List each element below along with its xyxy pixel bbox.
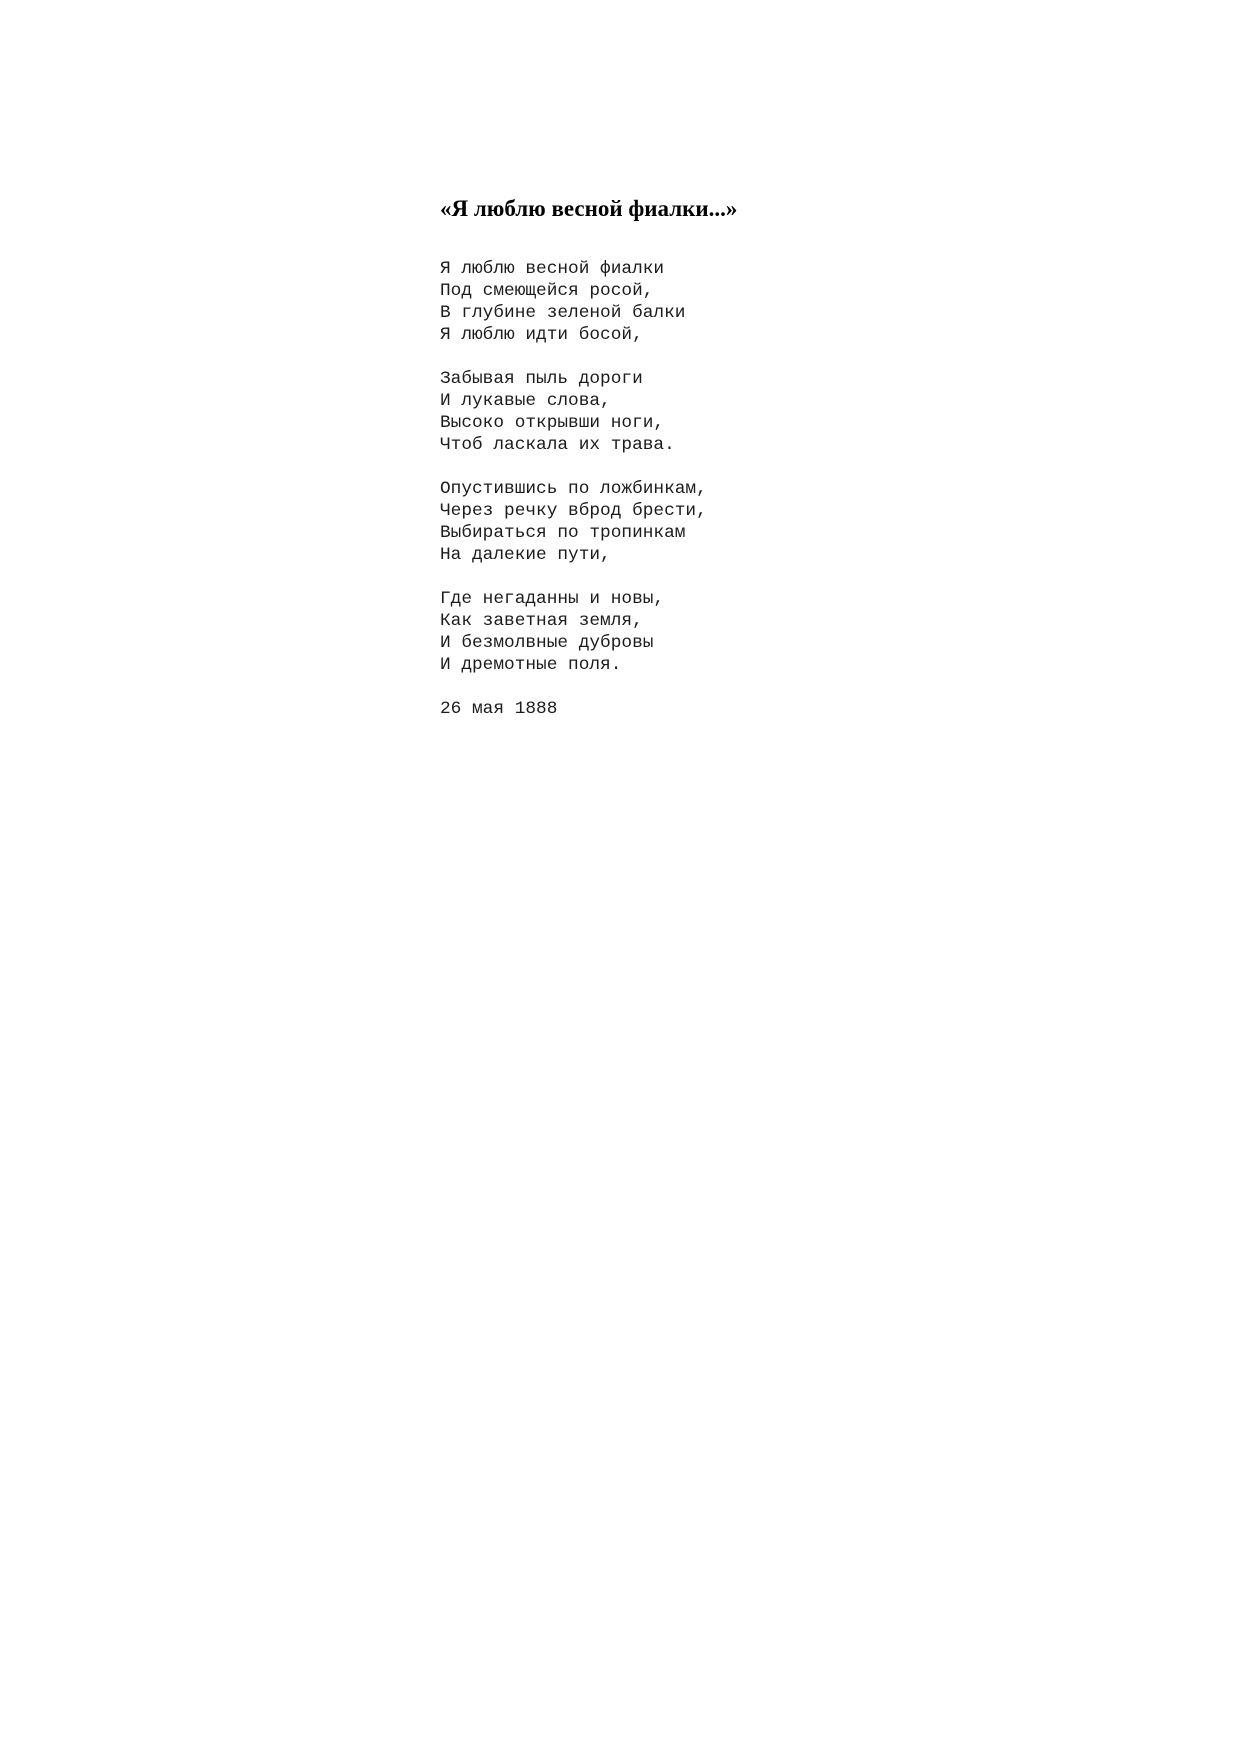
stanza [440,368,707,456]
poem-title: «Я люблю весной фиалки...» [440,196,738,221]
poem-line: И дремотные поля. [440,655,622,675]
poem-line: Через речку вброд брести, [440,501,707,521]
poem-line: Опустившись по ложбинкам, [440,479,707,499]
poem-line: Как заветная земля, [440,611,643,631]
poem-line: Забывая пыль дороги [440,369,643,389]
poem-line: Чтоб ласкала их трава. [440,435,675,455]
poem-line: В глубине зеленой балки [440,303,686,323]
poem-line: Выбираться по тропинкам [440,523,686,543]
stanza [440,478,707,566]
poem-date: 26 мая 1888 [440,699,558,719]
poem-body [440,258,707,698]
stanza [440,258,707,346]
poem-line: Высоко открывши ноги, [440,413,665,433]
poem-line: И безмолвные дубровы [440,633,654,653]
poem-line: И лукавые слова, [440,391,611,411]
poem-line: Я люблю весной фиалки [440,259,665,279]
stanza [440,588,707,676]
poem-line: Под смеющейся росой, [440,281,654,301]
poem-line: Где негаданны и новы, [440,589,665,609]
poem-line: На далекие пути, [440,545,611,565]
poem-line: Я люблю идти босой, [440,325,643,345]
